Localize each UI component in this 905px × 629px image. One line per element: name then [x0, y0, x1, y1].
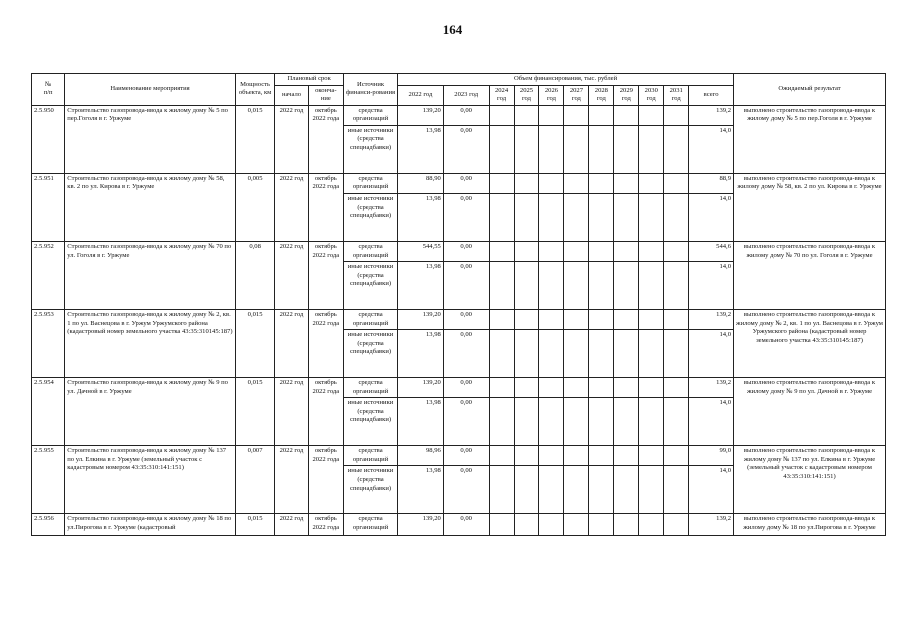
- record-number: 2.5.956: [32, 514, 65, 536]
- funding-plan-table: [31, 73, 886, 536]
- funding-source: средства организаций: [344, 378, 398, 398]
- amount-empty: [664, 378, 689, 398]
- amount-2023: 0,00: [443, 241, 489, 261]
- amount-2022: 13,98: [398, 193, 444, 241]
- amount-empty: [614, 241, 639, 261]
- amount-empty: [564, 378, 589, 398]
- record-number: 2.5.951: [32, 173, 65, 241]
- amount-empty: [639, 330, 664, 378]
- amount-2022: 88,90: [398, 173, 444, 193]
- amount-empty: [539, 310, 564, 330]
- col-header-year: 2030 год: [639, 85, 664, 105]
- col-header-funding: Объем финансирования, тыс. рублей: [398, 74, 734, 86]
- amount-2022: 13,98: [398, 398, 444, 446]
- amount-empty: [664, 105, 689, 125]
- amount-empty: [564, 466, 589, 514]
- amount-empty: [614, 310, 639, 330]
- funding-source: иные источники (средства спецнадбавки): [344, 466, 398, 514]
- amount-total: 139,2: [689, 514, 734, 536]
- amount-2023: 0,00: [443, 466, 489, 514]
- amount-empty: [664, 330, 689, 378]
- amount-2023: 0,00: [443, 173, 489, 193]
- amount-total: 139,2: [689, 378, 734, 398]
- amount-empty: [539, 105, 564, 125]
- amount-empty: [564, 310, 589, 330]
- col-header-year: 2031 год: [664, 85, 689, 105]
- amount-empty: [539, 241, 564, 261]
- amount-2023: 0,00: [443, 378, 489, 398]
- amount-empty: [514, 514, 539, 536]
- amount-empty: [539, 262, 564, 310]
- amount-empty: [664, 173, 689, 193]
- amount-total: 14,0: [689, 193, 734, 241]
- amount-empty: [514, 262, 539, 310]
- amount-empty: [514, 466, 539, 514]
- amount-empty: [514, 241, 539, 261]
- amount-empty: [589, 262, 614, 310]
- amount-2023: 0,00: [443, 514, 489, 536]
- record-start: 2022 год: [275, 446, 308, 514]
- amount-empty: [664, 125, 689, 173]
- amount-total: 14,0: [689, 125, 734, 173]
- amount-empty: [589, 514, 614, 536]
- table-body: [32, 105, 886, 536]
- funding-source: иные источники (средства спецнадбавки): [344, 330, 398, 378]
- amount-2022: 13,98: [398, 125, 444, 173]
- amount-2023: 0,00: [443, 262, 489, 310]
- amount-empty: [614, 378, 639, 398]
- amount-empty: [589, 466, 614, 514]
- col-header-year: 2025 год: [514, 85, 539, 105]
- amount-total: 14,0: [689, 330, 734, 378]
- amount-empty: [489, 330, 514, 378]
- col-header-capacity: Мощность объекта, км: [235, 74, 275, 106]
- record-start: 2022 год: [275, 173, 308, 241]
- expected-result: выполнено строительство газопровода-ввода к жилому дому № 9 по ул. Дачной в г. Уржуме: [734, 378, 886, 446]
- amount-empty: [589, 173, 614, 193]
- expected-result: выполнено строительство газопровода-ввода к жилому дому № 18 по ул.Пирогова в г. Уржуме: [734, 514, 886, 536]
- table-row: [32, 310, 886, 330]
- funding-source: иные источники (средства спецнадбавки): [344, 125, 398, 173]
- amount-empty: [564, 125, 589, 173]
- table-row: [32, 446, 886, 466]
- amount-empty: [614, 125, 639, 173]
- expected-result: выполнено строительство газопровода-ввода к жилому дому № 5 по пер.Гоголя в г. Уржуме: [734, 105, 886, 173]
- record-number: 2.5.953: [32, 310, 65, 378]
- amount-empty: [614, 105, 639, 125]
- amount-empty: [514, 173, 539, 193]
- amount-2022: 139,20: [398, 378, 444, 398]
- col-header-name: Наименование мероприятия: [65, 74, 236, 106]
- amount-2022: 139,20: [398, 310, 444, 330]
- amount-empty: [539, 514, 564, 536]
- amount-2023: 0,00: [443, 310, 489, 330]
- table-row: [32, 105, 886, 125]
- amount-empty: [639, 310, 664, 330]
- table-row: [32, 241, 886, 261]
- amount-empty: [539, 193, 564, 241]
- amount-empty: [564, 105, 589, 125]
- amount-total: 14,0: [689, 398, 734, 446]
- col-header-source: Источник финанси-рования: [344, 74, 398, 106]
- record-capacity: 0,007: [235, 446, 275, 514]
- amount-empty: [539, 466, 564, 514]
- amount-empty: [539, 398, 564, 446]
- record-start: 2022 год: [275, 310, 308, 378]
- amount-empty: [489, 310, 514, 330]
- amount-2023: 0,00: [443, 125, 489, 173]
- page-number: 164: [442, 22, 463, 37]
- amount-empty: [564, 241, 589, 261]
- amount-2023: 0,00: [443, 105, 489, 125]
- amount-empty: [664, 398, 689, 446]
- expected-result: выполнено строительство газопровода-ввода к жилому дому № 58, кв. 2 по ул. Кирова в г. Уржуме: [734, 173, 886, 241]
- col-header-year: 2022 год: [398, 85, 444, 105]
- col-header-year: 2026 год: [539, 85, 564, 105]
- amount-empty: [614, 446, 639, 466]
- amount-empty: [514, 193, 539, 241]
- amount-empty: [564, 330, 589, 378]
- amount-empty: [589, 398, 614, 446]
- amount-empty: [489, 378, 514, 398]
- amount-empty: [564, 446, 589, 466]
- amount-2023: 0,00: [443, 330, 489, 378]
- record-number: 2.5.955: [32, 446, 65, 514]
- amount-empty: [639, 125, 664, 173]
- amount-empty: [539, 125, 564, 173]
- amount-empty: [614, 330, 639, 378]
- amount-empty: [514, 330, 539, 378]
- amount-empty: [639, 241, 664, 261]
- amount-2022: 544,55: [398, 241, 444, 261]
- record-capacity: 0,08: [235, 241, 275, 309]
- table-row: [32, 378, 886, 398]
- amount-empty: [564, 193, 589, 241]
- funding-source: средства организаций: [344, 173, 398, 193]
- funding-source: средства организаций: [344, 310, 398, 330]
- amount-2022: 13,98: [398, 262, 444, 310]
- record-capacity: 0,015: [235, 310, 275, 378]
- record-name: Строительство газопровода-ввода к жилому дому № 5 по пер.Гоголя в г. Уржуме: [65, 105, 236, 173]
- amount-empty: [639, 193, 664, 241]
- col-header-term: Плановый срок: [275, 74, 344, 86]
- expected-result: выполнено строительство газопровода-ввода к жилому дому № 70 по ул. Гоголя в г. Уржуме: [734, 241, 886, 309]
- col-header-term-start: начало: [275, 85, 308, 105]
- record-name: Строительство газопровода-ввода к жилому дому № 18 по ул.Пирогова в г. Уржуме (кадастровый: [65, 514, 236, 536]
- record-name: Строительство газопровода-ввода к жилому дому № 2, кв. 1 по ул. Васнецова в г. Уржум Уржумского района (кадастровый номер земельного участка 43:35:310145:187): [65, 310, 236, 378]
- record-number: 2.5.950: [32, 105, 65, 173]
- amount-empty: [514, 310, 539, 330]
- amount-total: 88,9: [689, 173, 734, 193]
- amount-empty: [539, 446, 564, 466]
- amount-empty: [589, 310, 614, 330]
- amount-empty: [664, 193, 689, 241]
- amount-empty: [514, 125, 539, 173]
- amount-empty: [589, 241, 614, 261]
- record-number: 2.5.954: [32, 378, 65, 446]
- amount-empty: [489, 514, 514, 536]
- amount-empty: [564, 514, 589, 536]
- record-end: октябрь 2022 года: [308, 378, 343, 446]
- amount-empty: [489, 466, 514, 514]
- record-name: Строительство газопровода-ввода к жилому дому № 9 по ул. Дачной в г. Уржуме: [65, 378, 236, 446]
- record-end: октябрь 2022 года: [308, 514, 343, 536]
- funding-source: средства организаций: [344, 514, 398, 536]
- amount-empty: [664, 241, 689, 261]
- amount-empty: [589, 378, 614, 398]
- record-capacity: 0,015: [235, 514, 275, 536]
- amount-2022: 13,98: [398, 330, 444, 378]
- funding-source: иные источники (средства спецнадбавки): [344, 262, 398, 310]
- amount-total: 544,6: [689, 241, 734, 261]
- funding-source: средства организаций: [344, 446, 398, 466]
- record-name: Строительство газопровода-ввода к жилому дому № 70 по ул. Гоголя в г. Уржуме: [65, 241, 236, 309]
- amount-2022: 98,96: [398, 446, 444, 466]
- record-name: Строительство газопровода-ввода к жилому дому № 58, кв. 2 по ул. Кирова в г. Уржуме: [65, 173, 236, 241]
- amount-empty: [639, 446, 664, 466]
- record-start: 2022 год: [275, 105, 308, 173]
- record-capacity: 0,005: [235, 173, 275, 241]
- amount-empty: [489, 125, 514, 173]
- amount-empty: [614, 193, 639, 241]
- record-end: октябрь 2022 года: [308, 310, 343, 378]
- amount-empty: [664, 514, 689, 536]
- amount-total: 14,0: [689, 262, 734, 310]
- record-start: 2022 год: [275, 241, 308, 309]
- amount-empty: [489, 105, 514, 125]
- table-row: [32, 173, 886, 193]
- table-header: [32, 74, 886, 106]
- amount-2023: 0,00: [443, 193, 489, 241]
- amount-empty: [589, 125, 614, 173]
- col-header-result: Ожидаемый результат: [734, 74, 886, 106]
- record-name: Строительство газопровода-ввода к жилому дому № 137 по ул. Елкина в г. Уржуме (земельный участок с кадастровым номером 43:35:310:141:151): [65, 446, 236, 514]
- record-end: октябрь 2022 года: [308, 105, 343, 173]
- amount-empty: [639, 398, 664, 446]
- amount-2022: 13,98: [398, 466, 444, 514]
- amount-total: 14,0: [689, 466, 734, 514]
- funding-source: иные источники (средства спецнадбавки): [344, 398, 398, 446]
- amount-empty: [489, 193, 514, 241]
- funding-source: средства организаций: [344, 241, 398, 261]
- amount-empty: [664, 310, 689, 330]
- amount-empty: [589, 446, 614, 466]
- amount-empty: [489, 241, 514, 261]
- amount-2022: 139,20: [398, 105, 444, 125]
- record-capacity: 0,015: [235, 378, 275, 446]
- amount-empty: [564, 173, 589, 193]
- amount-empty: [639, 173, 664, 193]
- expected-result: выполнено строительство газопровода-ввода к жилому дому № 2, кв. 1 по ул. Васнецова в г. Уржум Уржумского района (кадастровый номер земельного участка 43:35:310145:187): [734, 310, 886, 378]
- expected-result: выполнено строительство газопровода-ввода к жилому дому № 137 по ул. Елкина в г. Уржуме (земельный участок с кадастровым номером 43:35:310:141:151): [734, 446, 886, 514]
- amount-total: 99,0: [689, 446, 734, 466]
- amount-empty: [639, 378, 664, 398]
- amount-empty: [539, 330, 564, 378]
- amount-empty: [589, 105, 614, 125]
- amount-2022: 139,20: [398, 514, 444, 536]
- record-start: 2022 год: [275, 514, 308, 536]
- amount-empty: [514, 398, 539, 446]
- amount-empty: [639, 105, 664, 125]
- col-header-year: 2029 год: [614, 85, 639, 105]
- amount-empty: [639, 262, 664, 310]
- amount-total: 139,2: [689, 310, 734, 330]
- col-header-number: № п/п: [32, 74, 65, 106]
- amount-empty: [664, 446, 689, 466]
- table-row: [32, 514, 886, 536]
- record-end: октябрь 2022 года: [308, 446, 343, 514]
- col-header-year: 2027 год: [564, 85, 589, 105]
- col-header-term-end: оконча-ние: [308, 85, 343, 105]
- col-header-year: 2024 год: [489, 85, 514, 105]
- amount-empty: [614, 398, 639, 446]
- amount-empty: [614, 262, 639, 310]
- col-header-year: 2023 год: [443, 85, 489, 105]
- amount-empty: [589, 193, 614, 241]
- record-number: 2.5.952: [32, 241, 65, 309]
- amount-empty: [514, 446, 539, 466]
- amount-empty: [564, 262, 589, 310]
- amount-empty: [564, 398, 589, 446]
- amount-empty: [539, 173, 564, 193]
- record-end: октябрь 2022 года: [308, 241, 343, 309]
- amount-empty: [639, 514, 664, 536]
- amount-empty: [589, 330, 614, 378]
- amount-empty: [614, 466, 639, 514]
- col-header-year: 2028 год: [589, 85, 614, 105]
- record-end: октябрь 2022 года: [308, 173, 343, 241]
- record-capacity: 0,015: [235, 105, 275, 173]
- amount-empty: [539, 378, 564, 398]
- funding-source: средства организаций: [344, 105, 398, 125]
- col-header-total: всего: [689, 85, 734, 105]
- amount-empty: [489, 262, 514, 310]
- funding-source: иные источники (средства спецнадбавки): [344, 193, 398, 241]
- amount-empty: [664, 466, 689, 514]
- amount-empty: [489, 446, 514, 466]
- amount-empty: [489, 173, 514, 193]
- amount-empty: [514, 378, 539, 398]
- amount-2023: 0,00: [443, 398, 489, 446]
- amount-empty: [664, 262, 689, 310]
- record-start: 2022 год: [275, 378, 308, 446]
- amount-empty: [489, 398, 514, 446]
- amount-empty: [614, 514, 639, 536]
- amount-2023: 0,00: [443, 446, 489, 466]
- amount-empty: [514, 105, 539, 125]
- amount-empty: [639, 466, 664, 514]
- amount-empty: [614, 173, 639, 193]
- amount-total: 139,2: [689, 105, 734, 125]
